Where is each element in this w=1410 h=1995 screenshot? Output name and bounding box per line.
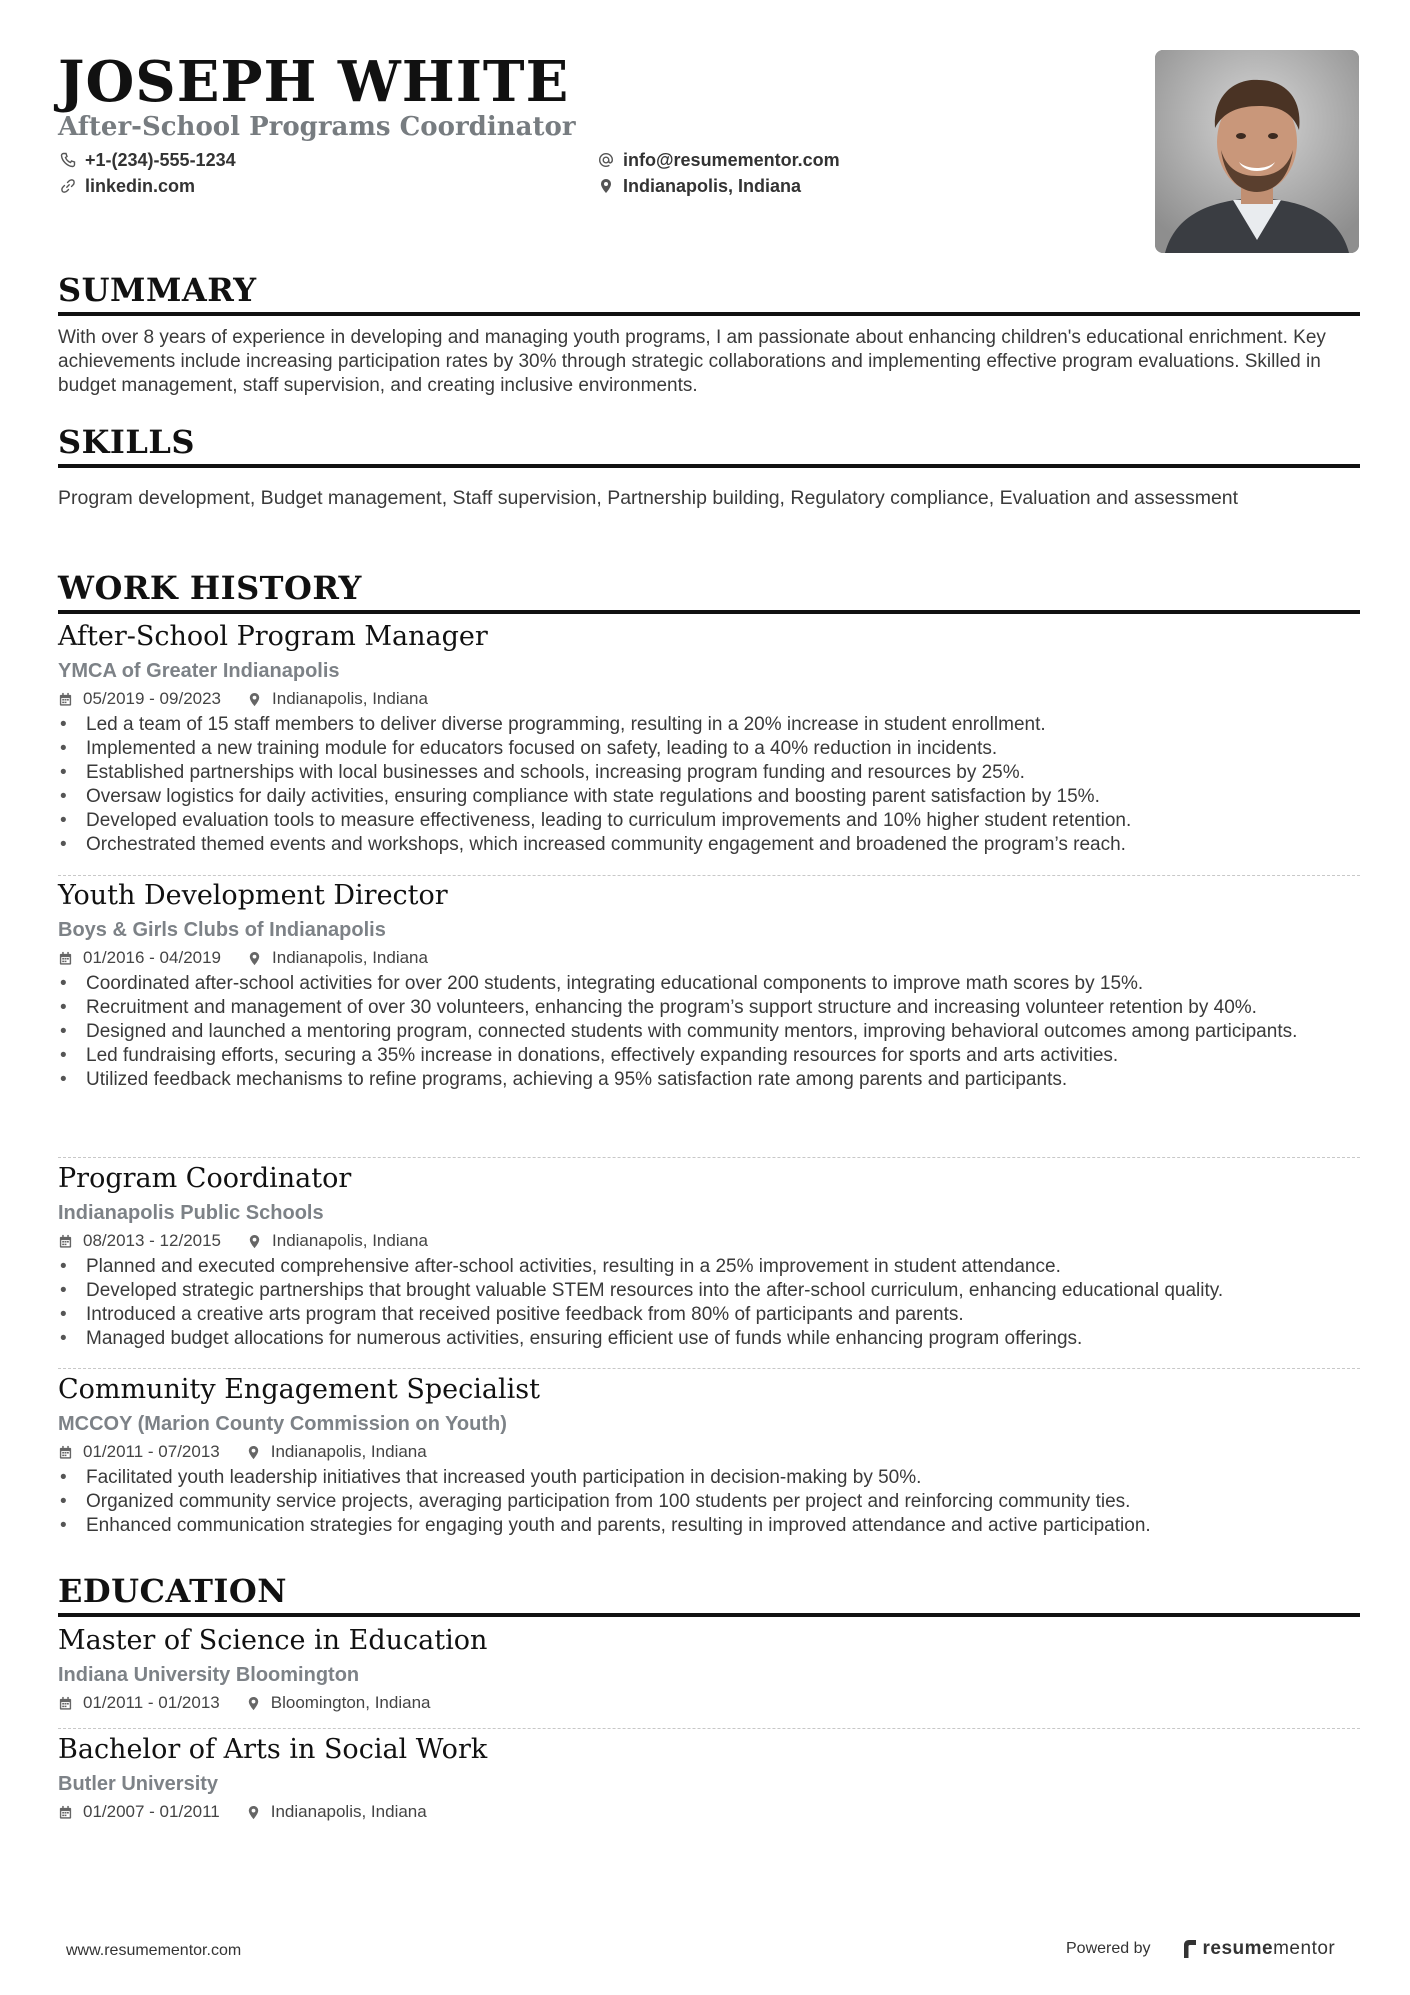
candidate-name: JOSEPH WHITE [58, 49, 570, 115]
job-meta [58, 947, 1360, 969]
skills-text: Program development, Budget management, Staff supervision, Partnership building, Regulatory compliance, Evaluation and assessment [58, 487, 1239, 509]
bullet-item: • Introduced a creative arts program that received positive feedback from 80% of participants and parents. [58, 1303, 1360, 1327]
education-meta [58, 1692, 1360, 1714]
job-meta [58, 688, 1360, 710]
bullet-item: • Recruitment and management of over 30 volunteers, enhancing the program’s support structure and increasing volunteer retention by 40%. [58, 996, 1360, 1020]
job-org: Indianapolis Public Schools [58, 1202, 324, 1224]
job-entry [58, 620, 1360, 857]
education-dates: 01/2007 - 01/2011 [83, 1802, 220, 1821]
school-name: Indiana University Bloomington [58, 1664, 360, 1686]
job-meta [58, 1230, 1360, 1252]
degree-title: Master of Science in Education [58, 1625, 488, 1656]
phone-icon [60, 152, 76, 168]
bullet-item: • Oversaw logistics for daily activities, ensuring compliance with state regulations and boosting parent satisfaction by 15%. [58, 785, 1360, 809]
bullet-item: • Coordinated after-school activities for over 200 students, integrating educational components to improve math scores by 15%. [58, 972, 1360, 996]
phone-text: +1-(234)-555-1234 [85, 150, 236, 170]
summary-text: With over 8 years of experience in developing and managing youth programs, I am passionate about enhancing children's educational enrichment. Key achievements include increasing participation rates by 30% through strategic collaborations and implementing effective program evaluations. Skilled in budget management, staff supervision, and creating inclusive environments. [58, 327, 1326, 396]
job-meta [58, 1441, 1360, 1463]
school-name: Butler University [58, 1773, 219, 1795]
map-pin-icon [246, 1445, 261, 1460]
bullet-item: • Orchestrated themed events and workshops, which increased community engagement and broadened the program’s reach. [58, 833, 1360, 857]
job-dates: 01/2011 - 07/2013 [83, 1442, 220, 1461]
powered-by-text: Powered by [1066, 1940, 1151, 1957]
job-title: After-School Program Manager [58, 621, 488, 652]
bullet-item: • Led a team of 15 staff members to deliver diverse programming, resulting in a 20% increase in student enrollment. [58, 713, 1360, 737]
job-location: Indianapolis, Indiana [270, 1442, 427, 1461]
location-text: Indianapolis, Indiana [623, 176, 802, 196]
education-location: Indianapolis, Indiana [270, 1802, 427, 1821]
job-entry [58, 1373, 1360, 1538]
job-title: Community Engagement Specialist [58, 1374, 540, 1405]
calendar-icon [58, 1696, 73, 1711]
job-bullets [58, 1255, 1360, 1351]
bullet-item: • Enhanced communication strategies for engaging youth and parents, resulting in improved attendance and active participation. [58, 1514, 1360, 1538]
job-dates: 08/2013 - 12/2015 [83, 1231, 222, 1250]
calendar-icon [58, 1445, 73, 1460]
work-history-heading: WORK HISTORY [58, 568, 1360, 614]
job-dates: 05/2019 - 09/2023 [83, 689, 222, 708]
job-location: Indianapolis, Indiana [272, 689, 428, 708]
profile-photo [1155, 50, 1359, 253]
job-title: Program Coordinator [58, 1163, 352, 1194]
job-location: Indianapolis, Indiana [272, 1231, 428, 1250]
job-bullets [58, 1466, 1360, 1538]
job-bullets [58, 972, 1360, 1092]
contact-location [598, 175, 801, 197]
job-location: Indianapolis, Indiana [272, 948, 428, 967]
bullet-item: • Facilitated youth leadership initiatives that increased youth participation in decision-making by 50%. [58, 1466, 1360, 1490]
brand-logo[interactable] [1181, 1938, 1336, 1960]
calendar-icon [58, 1805, 73, 1820]
calendar-icon [58, 951, 73, 966]
skills-heading: SKILLS [58, 422, 1360, 468]
job-org: YMCA of Greater Indianapolis [58, 660, 340, 682]
link-icon [60, 178, 76, 194]
job-org: MCCOY (Marion County Commission on Youth) [58, 1413, 507, 1435]
bullet-item: • Implemented a new training module for educators focused on safety, leading to a 40% reduction in incidents. [58, 737, 1360, 761]
job-title: Youth Development Director [58, 880, 448, 911]
job-dates: 01/2016 - 04/2019 [83, 948, 222, 967]
at-icon [598, 152, 614, 168]
bullet-item: • Developed strategic partnerships that brought valuable STEM resources into the after-school curriculum, enhancing educational quality. [58, 1279, 1360, 1303]
education-entry [58, 1733, 1360, 1823]
map-pin-icon [247, 1234, 262, 1249]
footer-powered-by [1066, 1938, 1335, 1960]
map-pin-icon [246, 1805, 261, 1820]
bullet-item: • Established partnerships with local businesses and schools, increasing program funding and resources by 25%. [58, 761, 1360, 785]
map-pin-icon [247, 951, 262, 966]
entry-divider [58, 1157, 1360, 1158]
bullet-item: • Organized community service projects, averaging participation from 100 students per project and reinforcing community ties. [58, 1490, 1360, 1514]
education-location: Bloomington, Indiana [270, 1693, 431, 1712]
bullet-item: • Developed evaluation tools to measure effectiveness, leading to curriculum improvements and 10% higher student retention. [58, 809, 1360, 833]
map-pin-icon [247, 692, 262, 707]
job-entry [58, 879, 1360, 1092]
bullet-item: • Designed and launched a mentoring program, connected students with community mentors, improving behavioral outcomes among participants. [58, 1020, 1360, 1044]
entry-divider [58, 1368, 1360, 1369]
job-bullets [58, 713, 1360, 857]
brand-name-bold: resume [1202, 1938, 1274, 1959]
bullet-item: • Utilized feedback mechanisms to refine programs, achieving a 95% satisfaction rate among parents and participants. [58, 1068, 1360, 1092]
candidate-title: After-School Programs Coordinator [58, 112, 576, 142]
calendar-icon [58, 1234, 73, 1249]
brand-logo-icon [1181, 1939, 1199, 1959]
bullet-item: • Planned and executed comprehensive after-school activities, resulting in a 25% improvement in student attendance. [58, 1255, 1360, 1279]
calendar-icon [58, 692, 73, 707]
contact-phone [60, 149, 236, 171]
contact-linkedin [60, 175, 195, 197]
bullet-item: • Led fundraising efforts, securing a 35% increase in donations, effectively expanding resources for sports and arts activities. [58, 1044, 1360, 1068]
education-entry [58, 1624, 1360, 1714]
education-dates: 01/2011 - 01/2013 [83, 1693, 220, 1712]
degree-title: Bachelor of Arts in Social Work [58, 1734, 488, 1765]
summary-heading: SUMMARY [58, 270, 1360, 316]
job-entry [58, 1162, 1360, 1351]
entry-divider [58, 875, 1360, 876]
linkedin-link[interactable]: linkedin.com [85, 176, 196, 196]
email-link[interactable]: info@resumementor.com [623, 150, 840, 170]
job-org: Boys & Girls Clubs of Indianapolis [58, 919, 386, 941]
education-meta [58, 1801, 1360, 1823]
map-pin-icon [598, 178, 614, 194]
education-heading: EDUCATION [58, 1571, 1360, 1617]
footer-website-link[interactable]: www.resumementor.com [66, 1942, 242, 1959]
contact-email [598, 149, 840, 171]
bullet-item: • Managed budget allocations for numerous activities, ensuring efficient use of funds while enhancing program offerings. [58, 1327, 1360, 1351]
map-pin-icon [246, 1696, 261, 1711]
entry-divider [58, 1728, 1360, 1729]
brand-name-light: mentor [1273, 1938, 1336, 1959]
